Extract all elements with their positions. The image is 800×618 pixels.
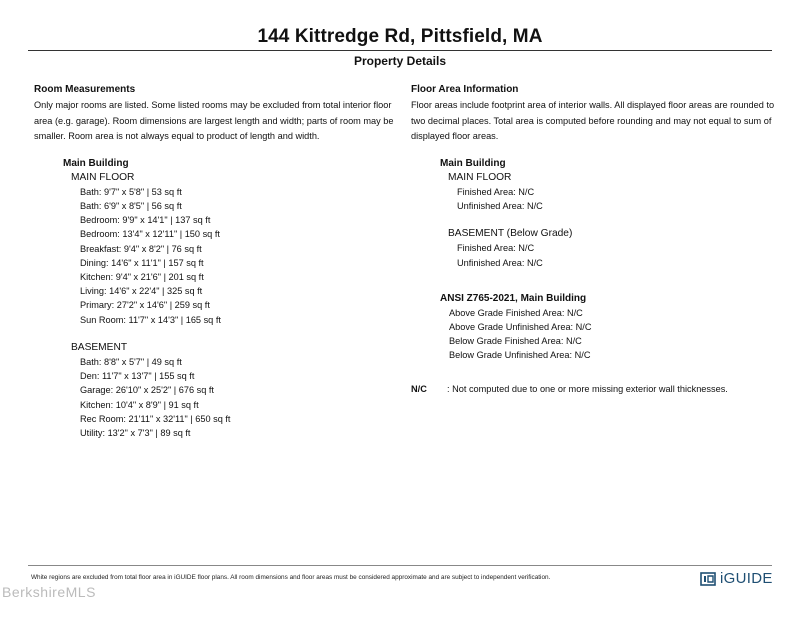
room-item: Dining: 14'6" x 11'1" | 157 sq ft [80,257,204,268]
room-item: Living: 14'6" x 22'4" | 325 sq ft [80,286,203,297]
room-item: Primary: 27'2" x 14'6" | 259 sq ft [80,300,210,311]
room-item: Bedroom: 13'4" x 12'11" | 150 sq ft [80,229,220,240]
room-item: Bath: 6'9" x 8'5" | 56 sq ft [80,200,182,211]
room-item: Bedroom: 9'9" x 14'1" | 137 sq ft [80,215,211,226]
room-item: Garage: 26'10" x 25'2" | 676 sq ft [80,385,214,396]
level-name: MAIN FLOOR [448,171,512,183]
page-title: 144 Kittredge Rd, Pittsfield, MA [257,26,543,47]
building-name: Main Building [440,157,506,169]
area-item: Finished Area: N/C [457,186,535,197]
room-measurements-heading: Room Measurements [34,84,136,95]
room-item: Utility: 13'2" x 7'3" | 89 sq ft [80,427,191,438]
floor-area-description: Floor areas include footprint area of interior walls. All displayed floor areas are rounded to two decimal places. Total area is computed before rounding and may not equal to sum of displayed floor areas. [411,100,775,141]
level-name: MAIN FLOOR [71,171,135,183]
iguide-brand [700,570,773,587]
level-name: BASEMENT [71,341,128,353]
area-item: Finished Area: N/C [457,243,535,254]
area-item: Unfinished Area: N/C [457,200,543,211]
iguide-logo-icon [700,572,716,586]
room-item: Kitchen: 10'4" x 8'9" | 91 sq ft [80,399,199,410]
ansi-item: Above Grade Unfinished Area: N/C [449,321,592,332]
floor-area-heading: Floor Area Information [411,84,519,95]
ansi-item: Below Grade Finished Area: N/C [449,336,582,347]
title-divider [28,50,772,51]
room-item: Bath: 9'7" x 5'8" | 53 sq ft [80,186,182,197]
nc-note-key: N/C [411,384,427,394]
page-subtitle: Property Details [353,54,447,68]
room-item: Den: 11'7" x 13'7" | 155 sq ft [80,371,195,382]
ansi-item: Above Grade Finished Area: N/C [449,307,583,318]
building-name: Main Building [63,157,129,169]
footer-disclaimer: White regions are excluded from total floor area in iGUIDE floor plans. All room dimensions and floor areas must be considered approximate and are subject to independent verification. [31,574,551,581]
room-measurements-section [34,82,394,440]
mls-watermark: BerkshireMLS [2,584,96,600]
room-item: Sun Room: 11'7" x 14'3" | 165 sq ft [80,314,221,325]
floor-area-section [411,82,776,363]
footer-divider [28,565,772,566]
room-item: Kitchen: 9'4" x 21'6" | 201 sq ft [80,271,204,282]
room-item: Bath: 8'8" x 5'7" | 49 sq ft [80,356,182,367]
room-measurements-description: Only major rooms are listed. Some listed rooms may be excluded from total interior floor area (e.g. garage). Room dimensions are largest length and width; parts of room may be smaller. Room area is not always equal to product of length and width. [34,100,394,141]
nc-note [411,384,781,394]
room-item: Breakfast: 9'4" x 8'2" | 76 sq ft [80,243,202,254]
iguide-brand-text: iGUIDE [720,570,773,587]
ansi-item: Below Grade Unfinished Area: N/C [449,350,591,361]
room-item: Rec Room: 21'11" x 32'11" | 650 sq ft [80,413,231,424]
area-item: Unfinished Area: N/C [457,257,543,268]
level-name: BASEMENT (Below Grade) [448,228,573,240]
nc-note-text: : Not computed due to one or more missing exterior wall thicknesses. [447,384,728,394]
ansi-heading: ANSI Z765-2021, Main Building [440,292,587,304]
